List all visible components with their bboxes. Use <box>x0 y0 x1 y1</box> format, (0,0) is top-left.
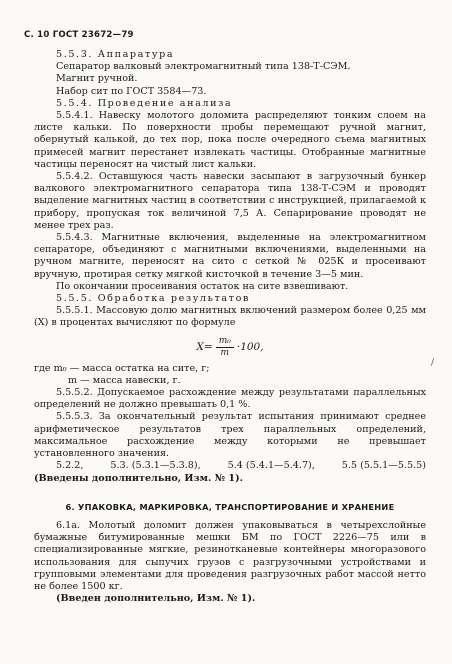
section-6-heading: 6. УПАКОВКА, МАРКИРОВКА, ТРАНСПОРТИРОВАНИЕ И ХРАНЕНИЕ <box>65 501 395 512</box>
formula-legend <box>34 363 426 387</box>
amendment-note-2: (Введен дополнительно, Изм. № 1). <box>56 593 256 605</box>
paragraph-6-1a: 6.1а. Молотый доломит должен упаковываться в четырехслойные бумажные битумированные мешки БМ по ГОСТ 2226—75 или в специализированные мягкие, резинотканевые контейнеры многоразового использования для сыпучих грузов с разгрузочными устройствами и групповыми элементами для проведения разгрузочных работ массой нетто не более 1500 кг. <box>34 519 426 592</box>
section-5-5-5-heading: 5.5.5. Обработка результатов <box>56 293 250 305</box>
equipment-line-3: Набор сит по ГОСТ 3584—73. <box>56 85 207 97</box>
formula-lhs: X= <box>196 341 213 354</box>
ref-item: 5.5 (5.5.1—5.5.5) <box>341 460 426 472</box>
document-body <box>34 49 426 605</box>
ref-item: 5.4 (5.4.1—5.4.7), <box>227 460 315 472</box>
equipment-line-2: Магнит ручной. <box>56 73 138 85</box>
page-header: С. 10 ГОСТ 23672—79 <box>24 30 134 40</box>
paragraph-5-5-5-1: 5.5.5.1. Массовую долю магнитных включений размером более 0,25 мм (X) в процентах вычисляют по формуле <box>34 305 426 329</box>
amendment-note-1: (Введены дополнительно, Изм. № 1). <box>34 472 243 484</box>
margin-mark: / <box>430 358 434 368</box>
paragraph-5-5-5-2: 5.5.5.2. Допускаемое расхождение между результатами параллельных определений не должно превышать 0,1 %. <box>34 387 426 411</box>
section-5-5-3-heading: 5.5.3. Аппаратура <box>56 49 175 60</box>
paragraph-weigh: По окончании просеивания остаток на сите взвешивают. <box>56 280 349 292</box>
references-line <box>34 460 426 472</box>
formula <box>34 336 426 359</box>
formula-denominator: m <box>220 347 230 358</box>
equipment-line-1: Сепаратор валковый электромагнитный типа 138-Т-СЭМ. <box>56 61 351 73</box>
paragraph-5-5-4-2: 5.5.4.2. Оставшуюся часть навески засыпают в загрузочный бункер валкового электромагнитного сепаратора типа 138-Т-СЭМ и проводят выделение магнитных частиц в соответствии с инструкцией, прилагаемой к прибору, пропуская ток величиной 7,5 А. Сепарирование проводят не менее трех раз. <box>34 171 426 231</box>
formula-rhs: ·100, <box>236 341 264 354</box>
paragraph-5-5-4-1: 5.5.4.1. Навеску молотого доломита распределяют тонким слоем на листе кальки. По поверхности пробы перемещают ручной магнит, обернутый калькой, до тех пор, пока после очередного съема магнитных примесей магнит перестанет извлекать частицы. Отобранные магнитные частицы переносят на чистый лист кальки. <box>34 110 426 170</box>
legend-m: m — масса навески, г. <box>68 374 181 386</box>
section-5-5-4-heading: 5.5.4. Проведение анализа <box>56 97 233 109</box>
formula-numerator: m₀ <box>216 336 234 348</box>
paragraph-5-5-5-3: 5.5.5.3. За окончательный результат испытания принимают среднее арифметическое результатов трех параллельных определений, максимальное расхождение между которыми не превышает установленного значения. <box>34 411 426 460</box>
legend-m0: где m₀ — масса остатка на сите, г; <box>34 362 210 374</box>
paragraph-5-5-4-3: 5.5.4.3. Магнитные включения, выделенные на электромагнитном сепараторе, объединяют с магнитными включениями, выделенными на ручном магните, переносят на сито с сеткой № 025К и просеивают вручную, протирая сетку мягкой кисточкой в течение 3—5 мин. <box>34 232 426 280</box>
ref-item: 5.2.2, <box>56 460 84 472</box>
ref-item: 5.3. (5.3.1—5.3.8), <box>110 460 201 472</box>
formula-fraction <box>216 336 234 359</box>
